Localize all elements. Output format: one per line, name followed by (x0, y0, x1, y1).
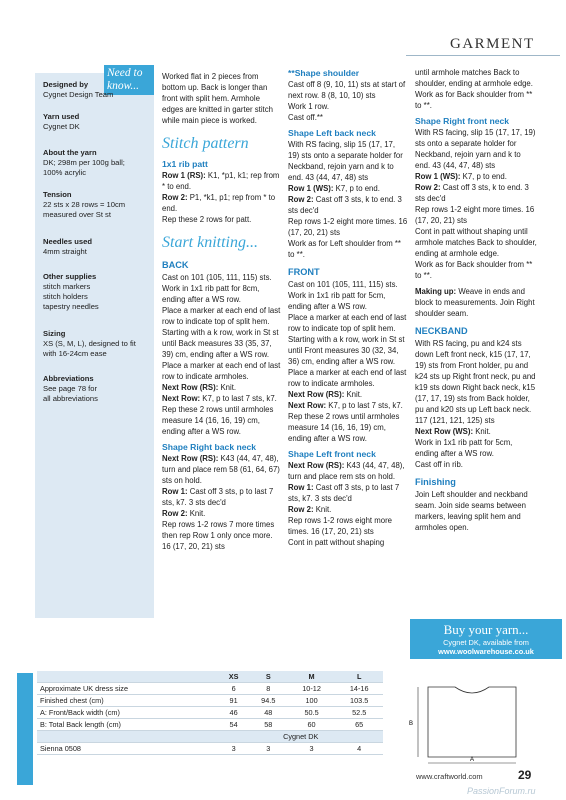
sidebar-block-line: Cygnet Design Team (43, 90, 114, 99)
page-number: 29 (518, 768, 532, 782)
table-row: Finished chest (cm) 91 94.5 100 103.5 (37, 695, 383, 707)
sidebar-block-line: tapestry needles (43, 302, 99, 311)
back-heading: BACK (162, 260, 189, 270)
watermark: PassionForum.ru (467, 786, 536, 796)
sidebar-block-line: stitch holders (43, 292, 88, 301)
back-text: Work in 1x1 rib patt for 8cm, ending after a WS row. (162, 284, 260, 304)
sidebar-block-title: Sizing (43, 329, 66, 338)
front-text: Place a marker at each end of last row to indicate armholes. (288, 368, 407, 388)
rib-heading: 1x1 rib patt (162, 159, 208, 169)
back-text: Cast on 101 (105, 111, 115) sts. (162, 273, 272, 282)
garment-schematic (400, 675, 550, 765)
srfn-text: With RS facing, slip 15 (17, 17, 19) sts onto a separate holder for Neckband, rejoin yarn and k to end. 43 (44, 47, 48) sts (415, 128, 536, 170)
pattern-column-3 (415, 67, 537, 533)
finishing-text: Join Left shoulder and neckband seam. Join side seams between markers, leaving split hem and armholes open. (415, 490, 528, 532)
sidebar-block (43, 329, 151, 359)
shape-shoulder-heading: **Shape shoulder (288, 68, 360, 78)
stitch-pattern-heading: Stitch pattern (162, 135, 249, 152)
front-text: Rep these 2 rows until armholes measure 14 (16, 16, 19) cm, ending after a WS row. (288, 412, 400, 443)
footer-url[interactable]: www.craftworld.com (416, 772, 483, 781)
srbn-text: Rep rows 1-2 rows 7 more times then rep Row 1 only once more. 16 (17, 20, 21) sts (162, 520, 275, 551)
slbn-row-2: Row 2: Cast off 3 sts, k to end. 3 sts dec'd (288, 195, 402, 215)
sidebar-block-title: Designed by (43, 80, 89, 89)
sidebar-block-title: Other supplies (43, 272, 97, 281)
size-col-header: L (335, 671, 383, 683)
slfn-next-row: Next Row (RS): K43 (44, 47, 48), turn and place rem sts on hold. (288, 461, 405, 481)
size-col-header: M (288, 671, 336, 683)
srbn-next-row: Next Row (RS): K43 (44, 47, 48), turn and place rem 58 (61, 64, 67) sts on hold. (162, 454, 280, 485)
sidebar-block-line: 100% acrylic (43, 168, 87, 177)
size-table (37, 671, 383, 755)
front-text: Place a marker at each end of last row to indicate top of split hem. (288, 313, 407, 333)
dimension-b-label: B (409, 721, 414, 727)
col3-text: Work as for Back shoulder from ** to **. (415, 90, 533, 110)
sidebar-block-title: Tension (43, 190, 72, 199)
sidebar-block-title: Needles used (43, 237, 92, 246)
slbn-row-1: Row 1 (WS): K7, p to end. (288, 184, 380, 193)
neckband-text: With RS facing, pu and k24 sts down Left front neck, k15 (17, 17, 19) sts from Front holder, pu and k24 sts up Right front neck, pu and k19 sts down Right back neck, k15 (17, 17, 19) sts from Back holder, pu and k20 sts up Left back neck. 117 (121, 121, 125) sts (415, 339, 536, 425)
front-next-ws: Next Row: K7, p to last 7 sts, k7. (288, 401, 403, 410)
back-text: Place a marker at each end of last row to indicate top of split hem. (162, 306, 281, 326)
neckband-heading: NECKBAND (415, 326, 468, 336)
back-text: Rep these 2 rows until armholes measure 14 (16, 16, 19) cm, ending after a WS row. (162, 405, 274, 436)
sidebar-block (43, 237, 151, 257)
front-next-rs: Next Row (RS): Knit. (288, 390, 363, 399)
rib-row-1: Row 1 (RS): K1, *p1, k1; rep from * to end. (162, 171, 280, 191)
slfn-row-1: Row 1: Cast off 3 sts, p to last 7 sts, k7. 3 sts dec'd (288, 483, 400, 503)
sidebar-block (43, 374, 151, 404)
yarn-header-row: Cygnet DK (37, 731, 383, 743)
sidebar-block (43, 272, 151, 312)
slfn-text: Rep rows 1-2 rows eight more times. 16 (17, 20, 21) sts (288, 516, 392, 536)
srbn-row-1: Row 1: Cast off 3 sts, p to last 7 sts, k7. 3 sts dec'd (162, 487, 274, 507)
slbn-text: With RS facing, slip 15 (17, 17, 19) sts onto a separate holder for Neckband, rejoin yarn and k to end. 43 (44, 47, 48) sts (288, 140, 403, 182)
neckband-next-ws: Next Row (WS): Knit. (415, 427, 491, 436)
sidebar-block-line: 22 sts x 28 rows = 10cm (43, 200, 126, 209)
sidebar-block-line: XS (S, M, L), designed to fit (43, 339, 136, 348)
intro-text: Worked flat in 2 pieces from bottom up. Back is longer than front with split hem. Armhole edges are knitted in garter stitch while main piece is worked. (162, 72, 273, 125)
table-row: A: Front/Back width (cm) 46 48 50.5 52.5 (37, 707, 383, 719)
sidebar-block-line: stitch markers (43, 282, 91, 291)
size-col-header: XS (218, 671, 248, 683)
front-text: Work in 1x1 rib patt for 5cm, ending after a WS row. (288, 291, 386, 311)
sidebar-block-line: 4mm straight (43, 247, 87, 256)
slfn-text: Cont in patt without shaping (288, 538, 385, 547)
section-title: GARMENT (450, 36, 535, 52)
sidebar-block (43, 112, 151, 132)
sidebar-block-line: all abbreviations (43, 394, 98, 403)
front-text: Starting with a k row, work in St st until Front measures 30 (32, 34, 36) cm, ending after a WS row. (288, 335, 405, 366)
sidebar-block-line: Cygnet DK (43, 122, 80, 131)
ss-text: Cast off.** (288, 113, 323, 122)
sidebar-block-line: measured over St st (43, 210, 111, 219)
sidebar-block (43, 190, 151, 220)
need-to-know-tab: Need to know... (104, 65, 154, 95)
sidebar-block (43, 80, 151, 100)
shape-left-front-neck-heading: Shape Left front neck (288, 449, 376, 459)
front-heading: FRONT (288, 267, 320, 277)
srfn-row-1: Row 1 (WS): K7, p to end. (415, 172, 507, 181)
garment-outline (428, 687, 516, 757)
sidebar-block-title: Abbreviations (43, 374, 94, 383)
buy-yarn-box (410, 619, 562, 659)
slfn-row-2: Row 2: Knit. (288, 505, 332, 514)
back-next-rs: Next Row (RS): Knit. (162, 383, 237, 392)
find-your-size-label: Find your size (6, 681, 16, 742)
col3-text: until armhole matches Back to shoulder, ending at armhole edge. (415, 68, 533, 88)
sidebar-block-line: See page 78 for (43, 384, 98, 393)
table-row: Approximate UK dress size 6 8 10-12 14-16 (37, 683, 383, 695)
pattern-column-2 (288, 67, 408, 548)
rib-row-2: Row 2: P1, *k1, p1; rep from * to end. (162, 193, 276, 213)
back-next-ws: Next Row: K7, p to last 7 sts, k7. (162, 394, 277, 403)
header-rule (406, 55, 560, 56)
sidebar-block-title: Yarn used (43, 112, 80, 121)
table-row: B: Total Back length (cm) 54 58 60 65 (37, 719, 383, 731)
srfn-text: Cont in patt without shaping until armhole matches Back to shoulder, ending at armhole edge. (415, 227, 537, 258)
front-text: Cast on 101 (105, 111, 115) sts. (288, 280, 398, 289)
buy-yarn-url[interactable]: www.woolwarehouse.co.uk (438, 647, 534, 656)
srfn-text: Rep rows 1-2 eight more times. 16 (17, 20, 21) sts (415, 205, 535, 225)
sidebar-block-title: About the yarn (43, 148, 97, 157)
sidebar-block-line: with 16-24cm ease (43, 349, 107, 358)
srfn-text: Work as for Back shoulder from ** to **. (415, 260, 533, 280)
shape-left-back-neck-heading: Shape Left back neck (288, 128, 376, 138)
srfn-row-2: Row 2: Cast off 3 sts, k to end. 3 sts dec'd (415, 183, 529, 203)
pattern-column-1 (162, 71, 282, 552)
sidebar-block (43, 148, 151, 178)
buy-yarn-title: Buy your yarn... (443, 622, 529, 637)
finishing-heading: Finishing (415, 477, 456, 487)
find-your-size-tab (17, 673, 33, 785)
shape-right-back-neck-heading: Shape Right back neck (162, 442, 257, 452)
neckband-text: Work in 1x1 rib patt for 5cm, ending after a WS row. (415, 438, 513, 458)
srbn-row-2: Row 2: Knit. (162, 509, 206, 518)
rib-repeat: Rep these 2 rows for patt. (162, 215, 252, 224)
neckband-text: Cast off in rib. (415, 460, 463, 469)
sidebar-block-line: DK; 298m per 100g ball; (43, 158, 125, 167)
size-col-header: S (249, 671, 288, 683)
back-text: Place a marker at each end of last row to indicate armholes. (162, 361, 281, 381)
table-row: Sienna 0508 3 3 3 4 (37, 743, 383, 755)
shape-right-front-neck-heading: Shape Right front neck (415, 116, 510, 126)
back-text: Starting with a k row, work in St st until Back measures 33 (35, 37, 39) cm, ending after a WS row. (162, 328, 279, 359)
buy-yarn-line: Cygnet DK, available from (443, 638, 529, 647)
ss-text: Cast off 8 (9, 10, 11) sts at start of next row. 8 (8, 10, 10) sts (288, 80, 406, 100)
slbn-text: Work as for Left shoulder from ** to **. (288, 239, 401, 259)
start-knitting-heading: Start knitting... (162, 234, 258, 251)
ss-text: Work 1 row. (288, 102, 330, 111)
slbn-text: Rep rows 1-2 eight more times. 16 (17, 20, 21) sts (288, 217, 408, 237)
dimension-a-label: A (470, 757, 475, 763)
making-up: Making up: Weave in ends and block to measurements. Join Right shoulder seam. (415, 287, 535, 318)
